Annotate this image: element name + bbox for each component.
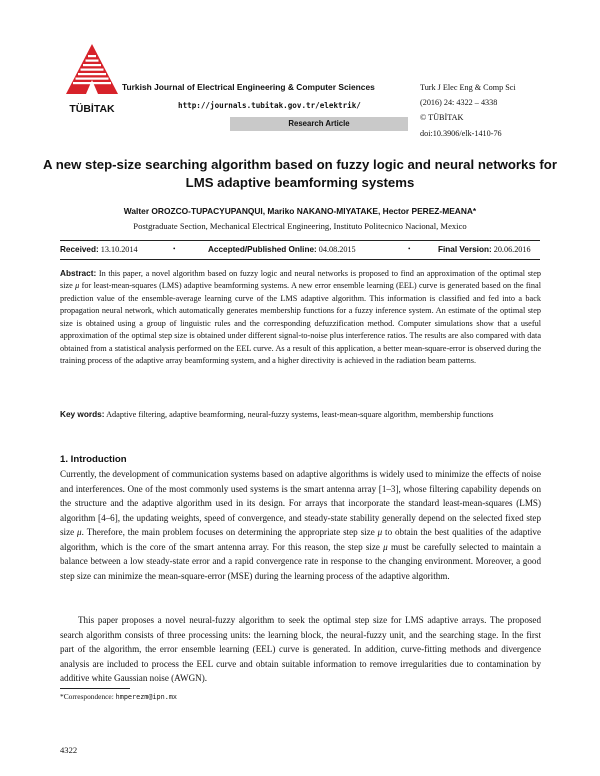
article-title: [40, 156, 560, 191]
keywords-label: Key words:: [60, 410, 105, 419]
received-date: Received: 13.10.2014: [60, 245, 138, 254]
tubitak-emblem-icon: [62, 40, 122, 120]
title-line-2: LMS adaptive beamforming systems: [185, 174, 415, 190]
tubitak-logo: [62, 40, 122, 120]
affiliation: Postgraduate Section, Mechanical Electrical Engineering, Instituto Politecnico Nacional, Mexico: [133, 221, 467, 231]
citation-block: [420, 80, 516, 141]
volume-info: (2016) 24: 4322 – 4338: [420, 98, 498, 108]
copyright: © TÜBİTAK: [420, 113, 464, 123]
section-heading-introduction: 1. Introduction: [60, 454, 127, 465]
logo-text: TÜBİTAK: [69, 103, 115, 115]
bullet-2: •: [408, 245, 411, 253]
dates-bar: [60, 245, 540, 257]
journal-url[interactable]: http://journals.tubitak.gov.tr/elektrik/: [178, 101, 361, 110]
title-line-1: A new step-size searching algorithm based on fuzzy logic and neural networks for: [43, 157, 557, 172]
accepted-date: Accepted/Published Online: 04.08.2015: [208, 245, 356, 254]
correspondence-footnote: *Correspondence: hmperezm@ipn.mx: [60, 692, 178, 701]
abstract-label: Abstract:: [60, 269, 97, 278]
intro-paragraph-2: This paper proposes a novel neural-fuzzy algorithm to seek the optimal step size for LMS adaptive arrays. The proposed search algorithm consists of three processing units: the learning block, the neural-fuzzy unit, and the searching stage. In the first part of the algorithm, the error ensemble learning (EEL) curve is generated. In addition, curve-fitting methods and divergence analysis are included to process the EEL curve and obtain suitable information to remove irregularities due to contamination by additive white Gaussian noise (AWGN).: [60, 615, 541, 684]
page-number: 4322: [60, 745, 78, 755]
divider-bottom: [60, 259, 540, 260]
authors: Walter OROZCO-TUPACYUPANQUI, Mariko NAKANO-MIYATAKE, Hector PEREZ-MEANA*: [123, 206, 477, 216]
intro-paragraph-1: Currently, the development of communication systems based on adaptive algorithms is widely used to minimize the effects of noise and interferences. One of the most commonly used systems is the smart antenna array [1–3], whose filtering capability depends on the structure and the adaptive algorithm used in its design. For arrays that incorporate the standard least-mean-squares (LMS) algorithm [4–6], the updating weights, speed of convergence, and steady-state stability generally depend on the selected fixed step size μ. Therefore, the main problem focuses on determining the appropriate step size μ to obtain the best qualities of the adaptive algorithm, which is the core of the smart antenna array. For this reason, the step size μ must be carefully selected to maintain a balance between a low steady-state error and a rapid convergence rate in response to the changing environment. Moreover, a good step size can minimize the mean-square-error (MSE) during the learning process of the adaptive algorithm.: [60, 469, 541, 582]
divider-top: [60, 240, 540, 241]
footnote-divider: [60, 688, 130, 689]
doi[interactable]: doi:10.3906/elk-1410-76: [420, 128, 502, 138]
bullet-1: •: [173, 245, 176, 253]
abstract: Abstract: In this paper, a novel algorithm based on fuzzy logic and neural networks is proposed to find an approximation of the optimal step size μ for least-mean-squares (LMS) adaptive beamforming systems. A new error ensemble learning (EEL) curve is generated based on the final prediction value of the ensemble-average learning curve of the LMS adaptive algorithm. This information is classified and fed into a back propagation neural network, which automatically generates membership functions for a fuzzy inference system. An estimate of the optimal step size is obtained using a group of linguistic rules and the corresponding defuzzification method. Computer simulations show that a useful approximation of the optimal step size is obtained under different signal-to-noise plus interference ratios. The results are also compared with data obtained from a statistical analysis performed on the EEL curve. As a result of this application, a better mean-square-error is observed during the training process of the adaptive array beamforming system, and a higher directivity is achieved in the radiation beam patterns.: [60, 269, 541, 366]
final-version-date: Final Version: 20.06.2016: [438, 245, 531, 254]
journal-name: Turkish Journal of Electrical Engineering & Computer Sciences: [122, 82, 375, 92]
article-type-badge: Research Article: [230, 117, 408, 131]
keywords: Key words: Adaptive filtering, adaptive beamforming, neural-fuzzy systems, least-mean-square algorithm, membership functions: [60, 410, 494, 419]
correspondence-email[interactable]: hmperezm@ipn.mx: [115, 693, 178, 701]
journal-short-name: Turk J Elec Eng & Comp Sci: [420, 83, 516, 92]
